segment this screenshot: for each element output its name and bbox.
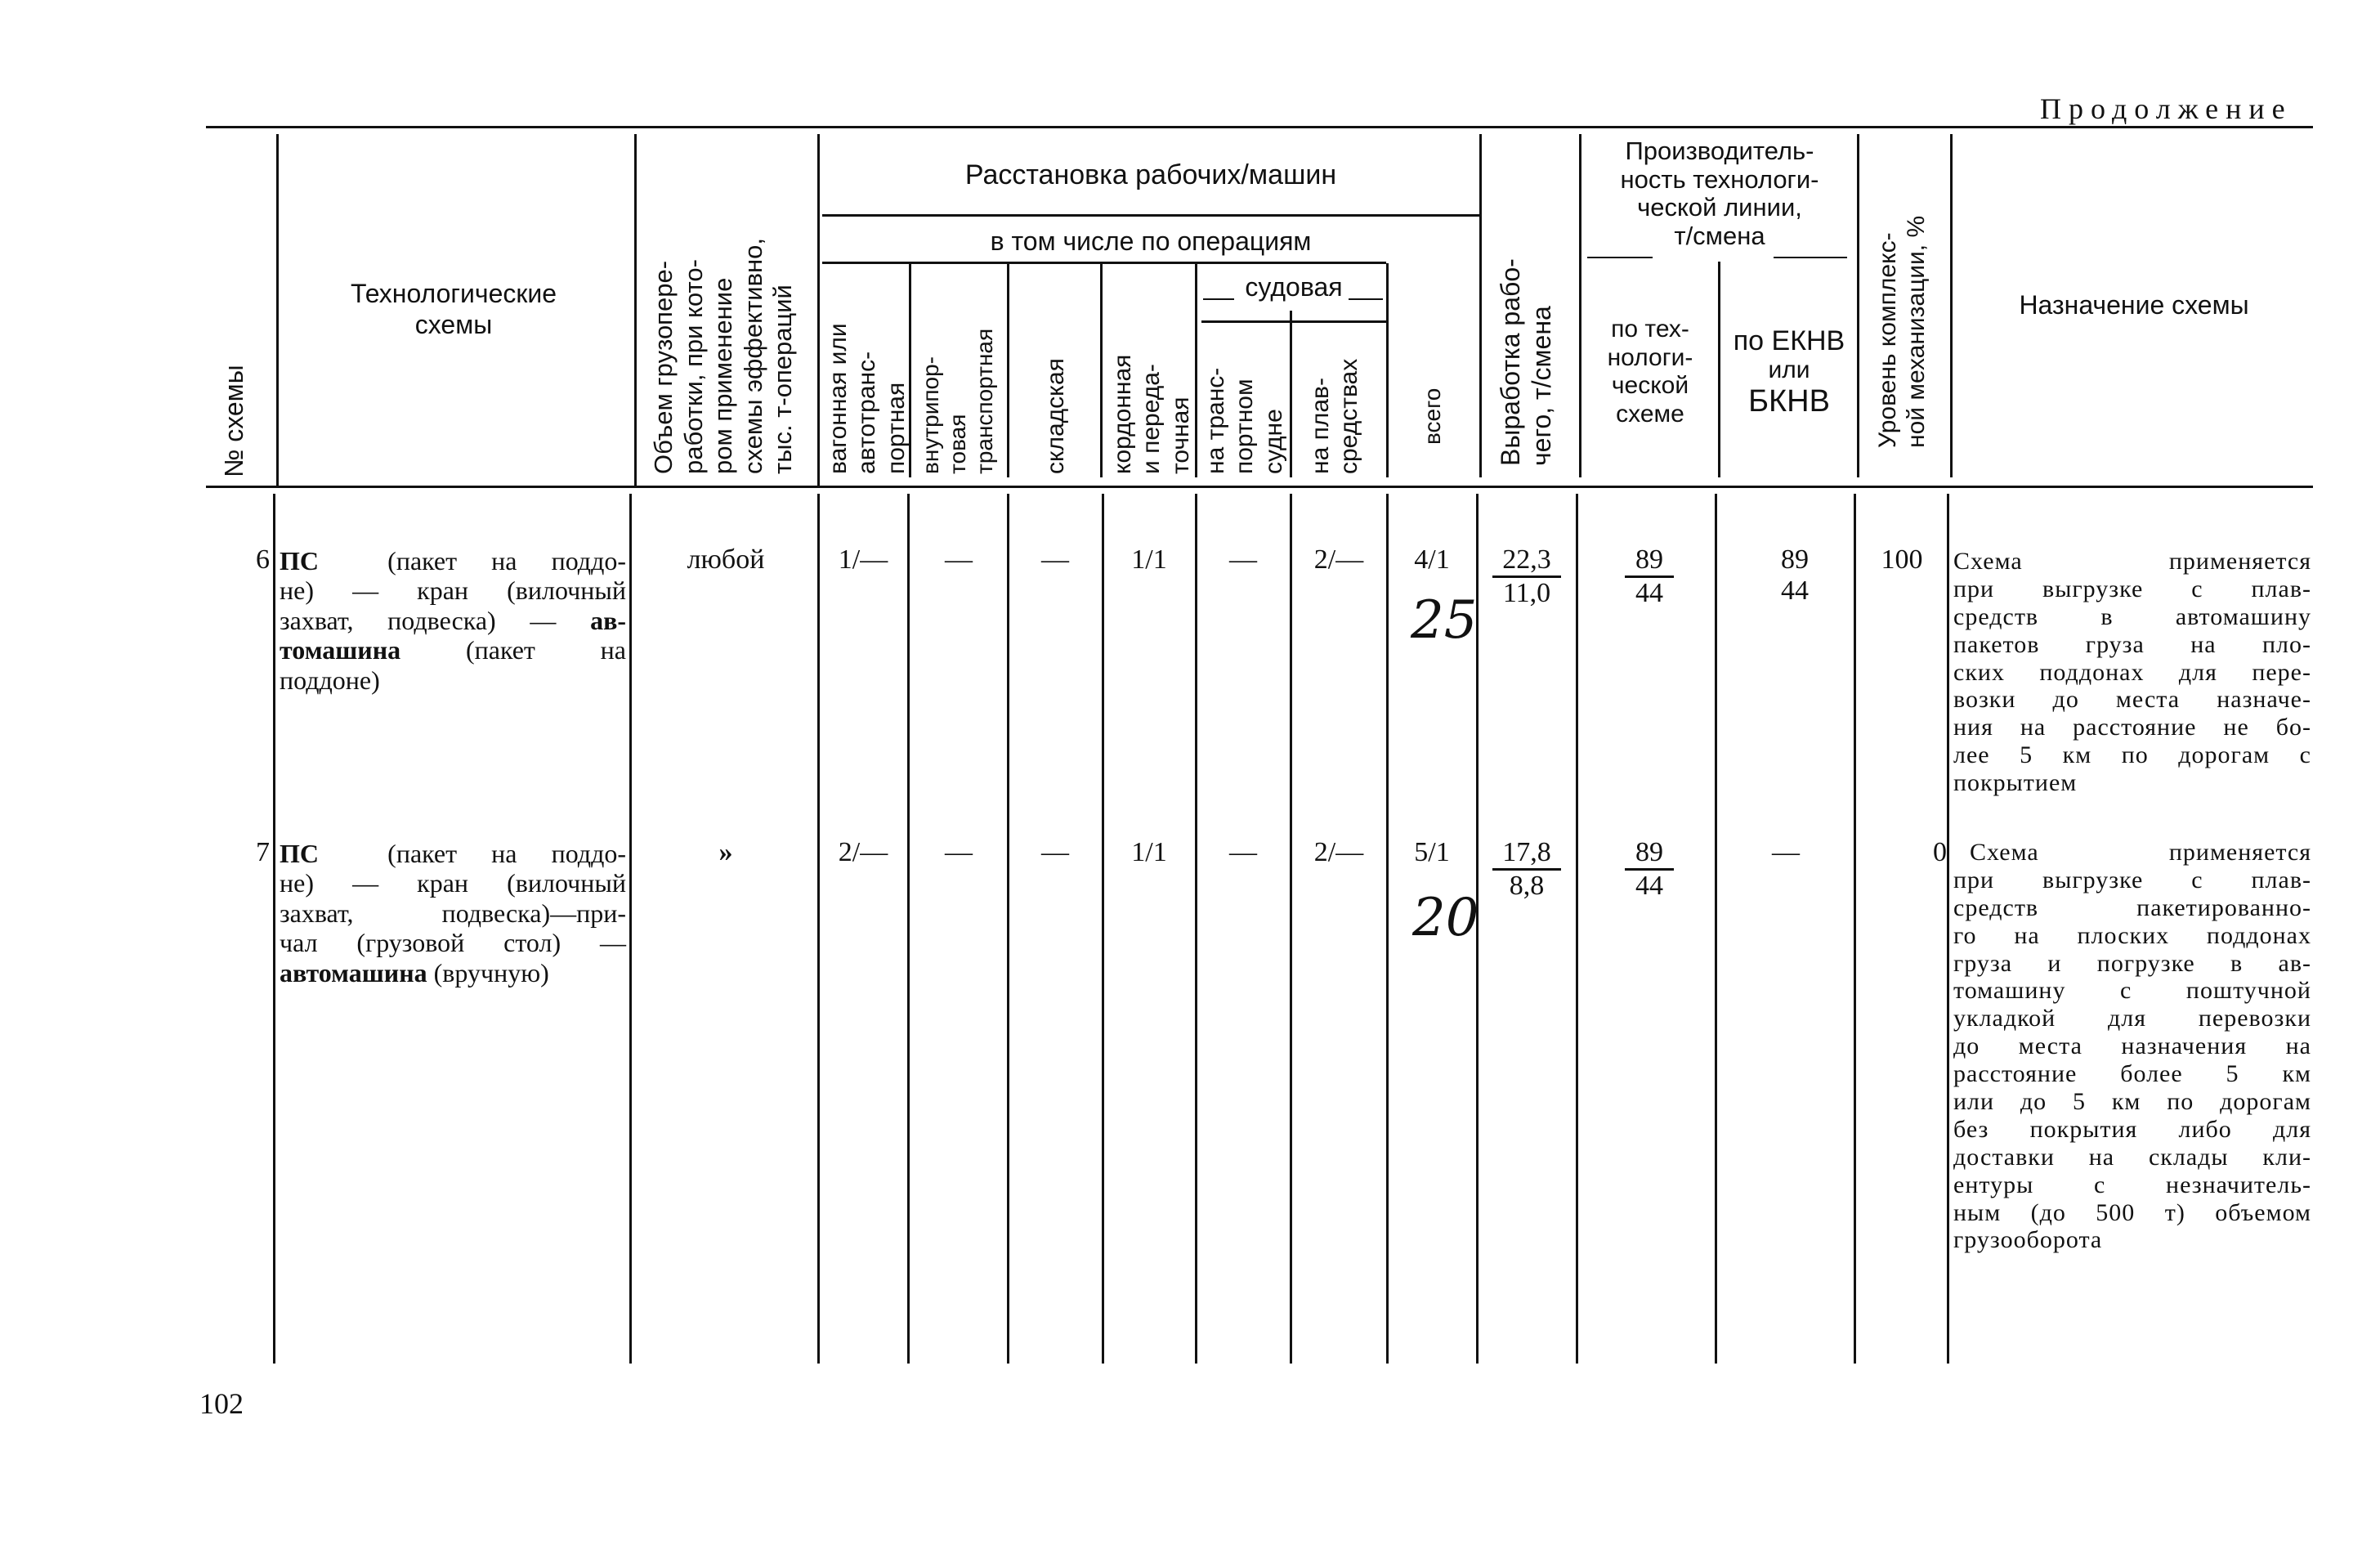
header-bottom-rule: [206, 486, 2313, 488]
row-number: 6: [256, 544, 270, 575]
header-volume: Объем грузопере- работки, при кото- ром применение схемы эффективно, тыс. т-операций: [649, 237, 798, 474]
col-line-10: [1479, 134, 1482, 477]
warehouse-value: —: [1041, 837, 1069, 867]
col-line-13: [1857, 134, 1859, 477]
operations-rule: [822, 262, 1386, 264]
col-line-12: [1718, 262, 1720, 477]
total-value: 5/1: [1414, 837, 1450, 867]
output-fraction: $\frac{22,3}{11,0}$: [1492, 544, 1561, 609]
productivity-rule-right: [1774, 257, 1847, 258]
col-line-3: [817, 134, 820, 486]
body-line-13: [1854, 494, 1856, 1364]
body-line-9: [1386, 494, 1389, 1364]
mechanization-value: 0: [1933, 837, 1947, 867]
page-number: 102: [199, 1387, 244, 1420]
mechanization-value: 100: [1881, 544, 1923, 575]
body-line-14: [1947, 494, 1949, 1364]
header-scheme-no: № схемы: [219, 365, 248, 477]
on-floating-value: 2/—: [1313, 837, 1364, 867]
cordon-value: 1/1: [1131, 837, 1167, 867]
body-line-5: [1007, 494, 1009, 1364]
header-productivity: Производитель- ность технологи- ческой линии, т/смена: [1620, 137, 1819, 251]
col-line-1: [276, 134, 279, 486]
on-floating-value: 2/—: [1313, 544, 1364, 575]
col-line-8: [1290, 311, 1292, 477]
col-line-2: [634, 134, 637, 486]
row-number: 7: [256, 837, 270, 867]
col-line-6: [1100, 263, 1103, 477]
col-line-14: [1950, 134, 1953, 477]
header-on-ship: на транс- портном судне: [1202, 367, 1287, 474]
header-placement: Расстановка рабочих/машин: [964, 159, 1337, 190]
scheme-description: ПС (пакет на поддо- не) — кран (вилочный захват, подвеска)—при- чал (грузовой стол) — автомашина (вручную): [280, 839, 627, 987]
body-line-3: [817, 494, 820, 1364]
ship-rule-bottom: [1201, 320, 1386, 323]
header-tech-scheme: Технологические схемы: [350, 279, 557, 340]
header-ship: судовая: [1245, 272, 1343, 302]
scheme-description: ПС (пакет на поддо- не) — кран (вилочный захват, подвеска) — ав- томашина (пакет на поддоне): [280, 546, 627, 695]
header-output: Выработка рабо- чего, т/смена: [1496, 258, 1556, 466]
header-cordon: кордонная и переда- точная: [1109, 354, 1194, 474]
table-top-rule: [206, 126, 2313, 128]
on-ship-value: —: [1229, 837, 1257, 867]
on-ship-value: —: [1229, 544, 1257, 575]
intraport-value: —: [945, 544, 973, 575]
handwritten-note: 20: [1412, 888, 1479, 948]
header-intraport: внутрипор- товая транспортная: [918, 328, 998, 474]
handwritten-note: 25: [1411, 590, 1478, 651]
body-line-8: [1290, 494, 1292, 1364]
volume-value: любой: [687, 544, 765, 575]
header-warehouse: складская: [1042, 358, 1069, 474]
header-by-eknv: по ЕКНВ или БКНВ: [1733, 325, 1845, 419]
purpose-text: Схема применяется при выгрузке с плав- средств в автомашину пакетов груза на пло- ских поддонах для пере- возки до места назначе- ния на расстояние не бо- лее 5 км по дорогам с покрытием: [1953, 548, 2311, 797]
header-wagon: вагонная или автотранс- портная: [825, 323, 910, 474]
col-line-7: [1195, 263, 1197, 477]
output-fraction: $\frac{17,8}{8,8}$: [1492, 837, 1561, 902]
body-line-7: [1195, 494, 1197, 1364]
wagon-value: 1/—: [838, 544, 888, 575]
header-total: всего: [1420, 387, 1445, 445]
productivity-eknv-value: —: [1772, 837, 1800, 867]
total-value: 4/1: [1414, 544, 1450, 575]
warehouse-value: —: [1041, 544, 1069, 575]
wagon-value: 2/—: [838, 837, 888, 867]
header-by-tech: по тех- нологи- ческой схеме: [1607, 316, 1693, 428]
header-by-operations: в том числе по операциям: [990, 226, 1312, 256]
intraport-value: —: [945, 837, 973, 867]
body-line-11: [1576, 494, 1578, 1364]
col-line-11: [1579, 134, 1581, 477]
body-line-6: [1102, 494, 1104, 1364]
body-line-2: [629, 494, 632, 1364]
header-mechanization: Уровень комплекс- ной механизации, %: [1874, 215, 1930, 448]
productivity-tech-fraction: $\frac{89}{44}$: [1625, 837, 1674, 902]
col-line-9: [1386, 263, 1389, 477]
volume-value: »: [718, 837, 733, 867]
purpose-text: Схема применяется при выгрузке с плав- средств пакетированно- го на плоских поддонах груза и погрузке в ав- томашину с поштучной укладкой для перевозки до места назначения на расстояние более 5 км или до 5 км по дорогам без покрытия либо для доставки на склады кли- ентуры с незначитель- ным (до 500 т) объемом грузооборота: [1953, 839, 2311, 1254]
productivity-eknv-fraction: 89 44: [1781, 544, 1809, 606]
body-line-12: [1715, 494, 1717, 1364]
body-line-4: [907, 494, 910, 1364]
productivity-rule-left: [1587, 257, 1653, 258]
header-on-floating: на плав- средствах: [1307, 358, 1363, 474]
col-line-5: [1007, 263, 1009, 477]
body-line-1: [273, 494, 275, 1364]
productivity-tech-fraction: $\frac{89}{44}$: [1625, 544, 1674, 609]
continuation-label: Продолжение: [2040, 92, 2293, 125]
placement-rule: [822, 214, 1479, 217]
header-purpose: Назначение схемы: [2019, 290, 2249, 320]
cordon-value: 1/1: [1131, 544, 1167, 575]
